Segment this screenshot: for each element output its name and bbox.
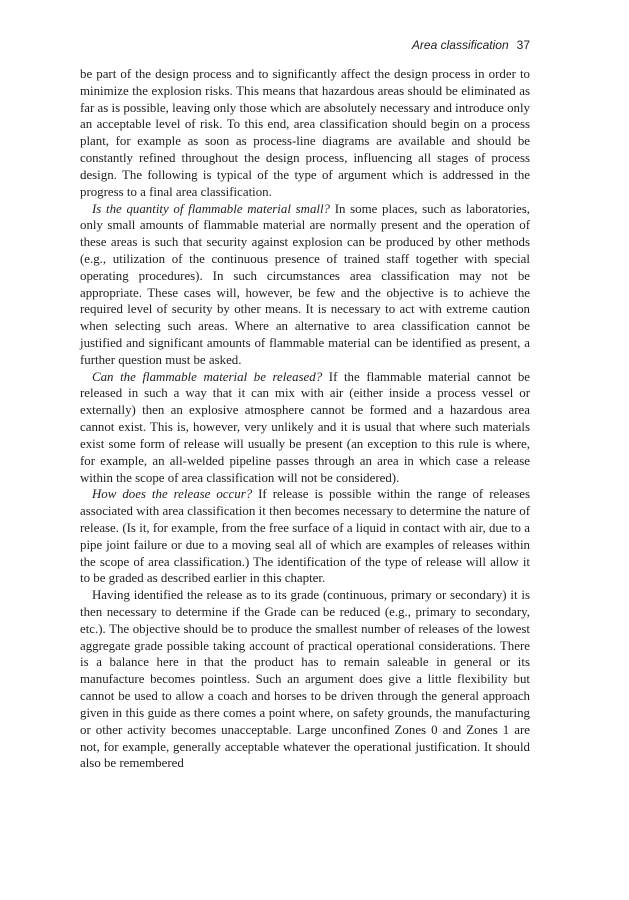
paragraph-release-grade xyxy=(80,587,530,772)
paragraph-continuation xyxy=(80,66,530,201)
paragraph-text: Having identified the release as to its grade (continuous, primary or secondary) it is then necessary to determine if the Grade can be reduced (e.g., primary to secondary, etc.). The objective should be to produce the smallest number of releases of the lowest aggregate grade possible taking account of practical operational considerations. There is a balance here in that the product has to remain saleable in general or its manufacture becomes pointless. Such an argument does give a little flexibility but cannot be used to allow a coach and horses to be driven through the general approach given in this guide as there comes a point where, on safety grounds, the manufacturing or other activity becomes unacceptable. Large unconfined Zones 0 and Zones 1 are not, for example, generally acceptable whatever the operational justification. It should also be remembered xyxy=(80,588,530,771)
paragraph-lead-question: How does the release occur? xyxy=(92,487,253,502)
page-number: 37 xyxy=(516,38,530,52)
paragraph-lead-question: Is the quantity of flammable material small? xyxy=(92,201,330,216)
paragraph-text: If release is possible within the range of releases associated with area classification it then becomes necessary to determine the nature of release. (Is it, for example, from the free surface of a liquid in contact with air, due to a pipe joint failure or due to a moving seal all of which are examples of releases within the scope of area classification.) The identification of the type of release will allow it to be graded as described earlier in this chapter. xyxy=(80,487,530,586)
paragraph-quantity-question xyxy=(80,201,530,369)
running-head xyxy=(80,38,530,52)
paragraph-text: In some places, such as laboratories, only small amounts of flammable material are normally present and the operation of these areas is such that security against explosion can be produced by other methods (e.g., utilization of the continuous presence of trained staff together with special operating procedures). In such circumstances area classification may not be appropriate. These cases will, however, be few and the objective is to achieve the required level of security by other means. It is necessary to act with extreme caution when selecting such areas. Where an alternative to area classification cannot be justified and significant amounts of flammable material can be identified as present, a further question must be asked. xyxy=(80,201,530,367)
section-title: Area classification xyxy=(411,38,509,52)
paragraph-release-question xyxy=(80,369,530,487)
paragraph-text: If the flammable material cannot be released in such a way that it can mix with air (either inside a process vessel or externally) then an explosive atmosphere cannot be formed and a hazardous area cannot exist. This is, however, very unlikely and it is usual that where such materials exist some form of release will usually be present (an exception to this rule is where, for example, an all-welded pipeline passes through an area in which case a release within the scope of area classification will not be considered). xyxy=(80,369,530,485)
paragraph-text: be part of the design process and to significantly affect the design process in order to minimize the explosion risks. This means that hazardous areas should be eliminated as far as is possible, leaving only those which are absolutely necessary and introduce only an acceptable level of risk. To this end, area classification should begin on a process plant, for example as soon as process-line diagrams are available and should be constantly refined throughout the design process, influencing all stages of process design. The following is typical of the type of argument which is addressed in the progress to a final area classification. xyxy=(80,67,530,199)
paragraph-how-release-question xyxy=(80,486,530,587)
body-text xyxy=(80,66,530,772)
paragraph-lead-question: Can the flammable material be released? xyxy=(92,369,323,384)
